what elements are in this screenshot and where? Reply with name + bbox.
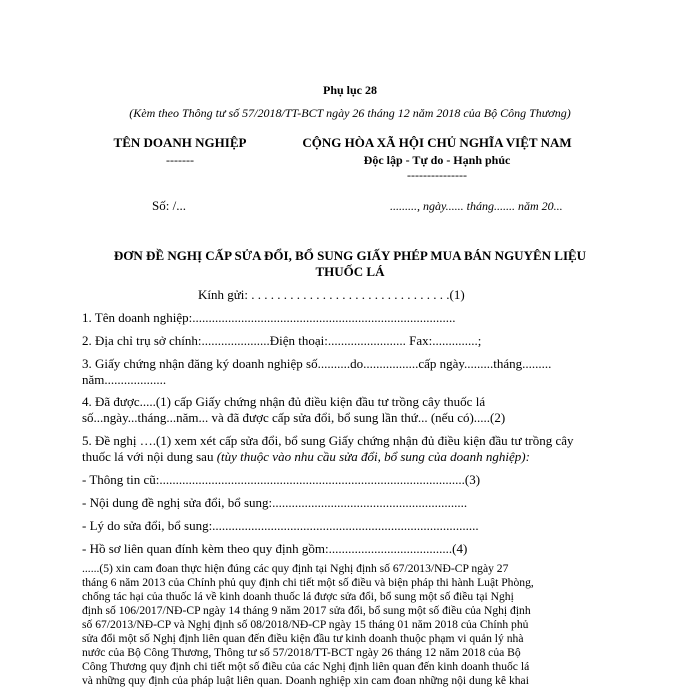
field-registration-year: năm...................: [82, 372, 167, 387]
field-certificate-detail: số...ngày...tháng...năm... và đã được cấp sửa đổi, bổ sung lần thứ... (nếu có).....(2): [82, 410, 506, 425]
company-name: TÊN DOANH NGHIỆP: [113, 135, 247, 150]
company-rule: -------: [166, 153, 194, 167]
commitment-paragraph: [82, 562, 617, 688]
field-address: 2. Địa chỉ trụ sở chính:.....................Điện thoại:........................ Fax:..............;: [82, 333, 482, 348]
form-title-line1: ĐƠN ĐỀ NGHỊ CẤP SỬA ĐỔI, BỔ SUNG GIẤY PHÉP MUA BÁN NGUYÊN LIỆU: [113, 248, 587, 263]
document-number: Số: /...: [152, 198, 186, 213]
document-date: ........., ngày...... tháng....... năm 20...: [390, 199, 563, 213]
item-old-info: - Thông tin cũ:..............................................................................................(3): [82, 472, 481, 487]
request-detail-note: (tùy thuộc vào nhu cầu sửa đổi, bổ sung của doanh nghiệp):: [216, 449, 530, 464]
commitment-line: ......(5) xin cam đoan thực hiện đúng các quy định tại Nghị định số 67/2013/NĐ-CP ngày 27: [82, 562, 509, 575]
item-attachments: - Hồ sơ liên quan đính kèm theo quy định gồm:......................................(4): [82, 541, 468, 556]
commitment-line: tháng 6 năm 2013 của Chính phủ quy định chi tiết một số điều và biện pháp thi hành Luật Phòng,: [82, 576, 534, 589]
commitment-line: sửa đổi một số Nghị định liên quan đến điều kiện đầu tư kinh doanh thuộc phạm vi quản lý nhà: [82, 632, 524, 645]
field-request: 5. Đề nghị ….(1) xem xét cấp sửa đổi, bổ sung Giấy chứng nhận đủ điều kiện đầu tư trồng cây: [82, 433, 574, 448]
nation-title: CỘNG HÒA XÃ HỘI CHỦ NGHĨA VIỆT NAM: [302, 135, 572, 150]
commitment-line: Công Thương quy định chi tiết một số điều của các Nghị định liên quan đến kinh doanh thuốc lá: [82, 660, 530, 673]
commitment-line: nước của Bộ Công Thương, Thông tư số 57/2018/TT-BCT ngày 26 tháng 12 năm 2018 của Bộ: [82, 646, 521, 659]
commitment-line: và những quy định của pháp luật liên quan. Doanh nghiệp xin cam đoan những nội dung kê khai: [82, 674, 529, 687]
appendix-note: (Kèm theo Thông tư số 57/2018/TT-BCT ngày 26 tháng 12 năm 2018 của Bộ Công Thương): [129, 106, 571, 120]
nation-motto: Độc lập - Tự do - Hạnh phúc: [363, 153, 511, 167]
field-registration: 3. Giấy chứng nhận đăng ký doanh nghiệp số..........do.................cấp ngày.........tháng.........: [82, 356, 552, 371]
appendix-title: Phụ lục 28: [322, 83, 377, 97]
field-request-detail: [82, 449, 530, 465]
item-proposed-content: - Nội dung đề nghị sửa đổi, bổ sung:............................................................: [82, 495, 468, 510]
commitment-line: chống tác hại của thuốc lá về kinh doanh thuốc lá được sửa đổi, bổ sung một số điều tại Nghị: [82, 590, 514, 603]
item-reason: - Lý do sửa đổi, bổ sung:..................................................................................: [82, 518, 479, 533]
greeting: Kính gửi: . . . . . . . . . . . . . . . . . . . . . . . . . . . . . . .(1): [198, 287, 465, 302]
field-certificate: 4. Đã được.....(1) cấp Giấy chứng nhận đủ điều kiện đầu tư trồng cây thuốc lá: [82, 394, 486, 409]
form-title-line2: THUỐC LÁ: [315, 264, 385, 279]
commitment-line: định số 106/2017/NĐ-CP ngày 14 tháng 9 năm 2017 sửa đổi, bổ sung một số điều của Nghị định: [82, 604, 531, 617]
commitment-line: số 67/2013/NĐ-CP và Nghị định số 08/2018/NĐ-CP ngày 15 tháng 01 năm 2018 của Chính phủ: [82, 618, 529, 631]
field-company-name: 1. Tên doanh nghiệp:.................................................................................: [82, 310, 456, 325]
nation-rule: ---------------: [407, 168, 467, 182]
request-detail-text: thuốc lá với nội dung sau: [82, 449, 217, 464]
